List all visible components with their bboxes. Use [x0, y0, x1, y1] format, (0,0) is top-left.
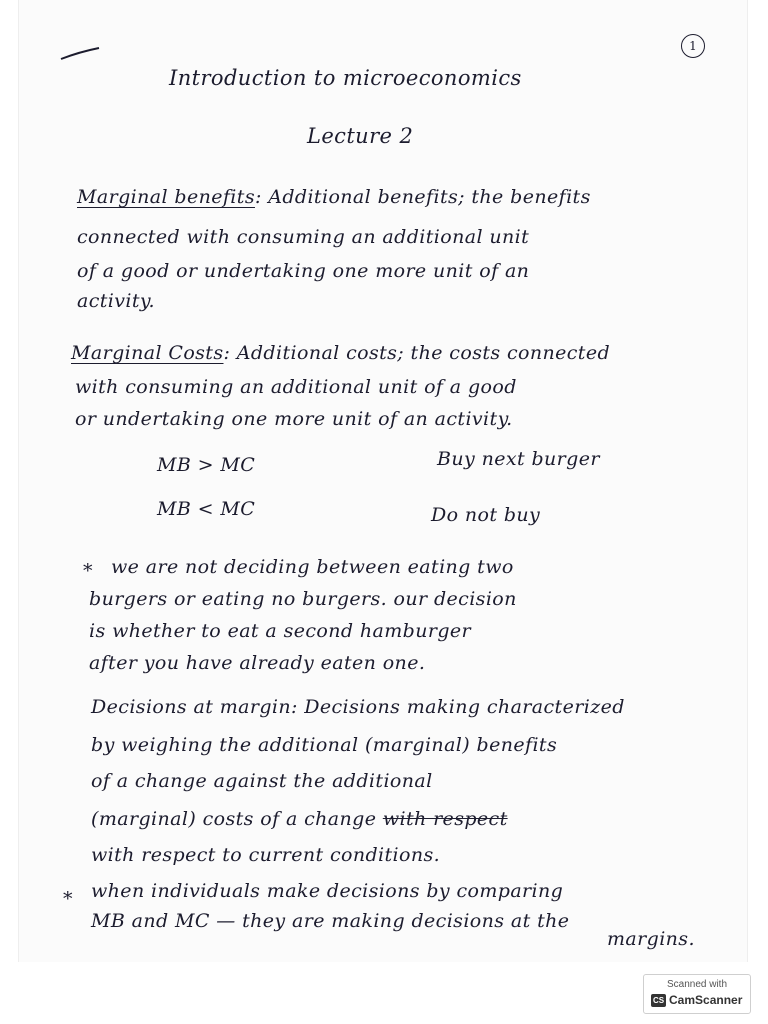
marginal-costs-line-1: Marginal Costs: Additional costs; the costs connected — [71, 342, 611, 364]
note-2-line-1: when individuals make decisions by comparing — [91, 880, 564, 902]
page-number: 1 — [681, 34, 705, 58]
note-1-line-1: we are not deciding between eating two — [111, 556, 514, 578]
marginal-benefits-term: Marginal benefits — [77, 186, 255, 208]
note-2-line-2: MB and MC — they are making decisions at the — [91, 910, 570, 932]
decisions-line-4: (marginal) costs of a change with respect — [91, 808, 508, 830]
marginal-benefits-line-1: Marginal benefits: Additional benefits; the benefits — [77, 186, 591, 208]
marginal-costs-line-2: with consuming an additional unit of a good — [75, 376, 517, 398]
struck-out-text: with respect — [382, 808, 508, 830]
note-1-line-2: burgers or eating no burgers. our decision — [89, 588, 517, 610]
rule-action-2: Do not buy — [431, 504, 541, 526]
marginal-benefits-line-4: activity. — [77, 290, 155, 312]
note-2-line-3: margins. — [607, 928, 695, 950]
note-1-bullet: * — [83, 560, 93, 582]
rule-condition-2: MB < MC — [157, 498, 256, 520]
decisions-line-1: Decisions at margin: Decisions making characterized — [91, 696, 625, 718]
scanned-notes-page — [18, 0, 748, 962]
marginal-costs-term: Marginal Costs — [71, 342, 224, 364]
marginal-benefits-line-3: of a good or undertaking one more unit of an — [77, 260, 530, 282]
lecture-heading: Lecture 2 — [307, 124, 414, 148]
decisions-line-3: of a change against the additional — [91, 770, 433, 792]
marginal-benefits-line-2: connected with consuming an additional unit — [77, 226, 530, 248]
decisions-line-5: with respect to current conditions. — [91, 844, 441, 866]
camscanner-watermark — [643, 974, 751, 1014]
rule-action-1: Buy next burger — [437, 448, 600, 470]
decisions-line-2: by weighing the additional (marginal) benefits — [91, 734, 558, 756]
camscanner-name: CamScanner — [669, 993, 743, 1007]
page-title: Introduction to microeconomics — [169, 66, 522, 90]
pen-stroke-mark — [59, 46, 103, 62]
camscanner-logo-icon: CS — [652, 996, 665, 1005]
note-2-bullet: * — [63, 888, 73, 910]
note-1-line-4: after you have already eaten one. — [89, 652, 426, 674]
note-1-line-3: is whether to eat a second hamburger — [89, 620, 472, 642]
rule-condition-1: MB > MC — [157, 454, 256, 476]
marginal-costs-line-3: or undertaking one more unit of an activity. — [75, 408, 513, 430]
scanned-with-label: Scanned with — [666, 979, 728, 990]
